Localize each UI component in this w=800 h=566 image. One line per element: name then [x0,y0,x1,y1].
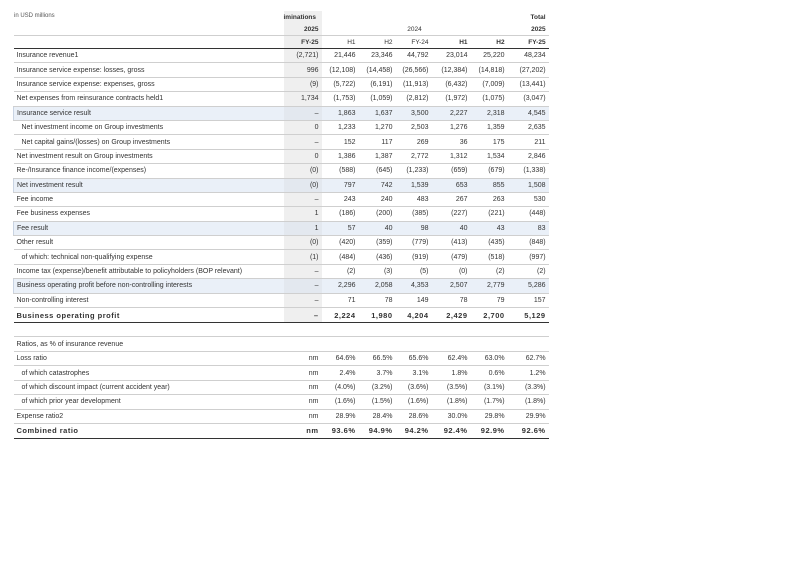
column-header: H2 [496,38,505,46]
cell-value: 4,204 [396,308,432,323]
cell-value: 2,503 [396,120,432,134]
cell-value: (3.1%) [471,380,508,394]
cell-value: 1,312 [432,149,471,163]
table-row [14,366,549,380]
cell-value: nm [284,380,322,394]
cell-value: (2) [322,264,359,278]
cell-value: 1,539 [396,178,432,192]
cell-value: 5,286 [508,279,549,293]
cell-value: (484) [322,250,359,264]
cell-value: 93.6% [322,423,359,438]
table-row [14,192,549,206]
cell-value: (1.8%) [508,395,549,409]
table-row [14,63,549,77]
cell-value: nm [284,352,322,366]
cell-value: 92.9% [471,423,508,438]
cell-value: 48,234 [508,49,549,63]
table-row [14,308,549,323]
cell-value: 263 [471,192,508,206]
cell-value: nm [284,423,322,438]
cell-value: (997) [508,250,549,264]
cell-value: 2,429 [432,308,471,323]
cell-value: 243 [322,192,359,206]
cell-value: 530 [508,192,549,206]
cell-value: 44,792 [396,49,432,63]
table-row [14,264,549,278]
cell-value: 40 [359,221,396,235]
cell-value: 92.6% [508,423,549,438]
cell-value: (588) [322,164,359,178]
cell-value: 29.9% [508,409,549,423]
row-label: Insurance service result [14,106,284,120]
cell-value: 267 [432,192,471,206]
cell-value: 71 [322,293,359,307]
cell-value: 92.4% [432,423,471,438]
cell-value: – [284,135,322,149]
row-label: Fee business expenses [14,207,284,221]
cell-value: 0 [284,149,322,163]
cell-value: 2,227 [432,106,471,120]
cell-value: (1,233) [396,164,432,178]
cell-value: – [284,192,322,206]
cell-value: 1,387 [359,149,396,163]
cell-value: 2,296 [322,279,359,293]
row-label: Net expenses from reinsurance contracts held1 [14,92,284,106]
cell-value: 996 [284,63,322,77]
cell-value: 63.0% [471,352,508,366]
column-header: FY-25 [284,36,322,49]
table-row [14,164,549,178]
cell-value: 211 [508,135,549,149]
table-row [14,352,549,366]
cell-value: 2,224 [322,308,359,323]
table-row [14,293,549,307]
cell-value: 21,446 [322,49,359,63]
cell-value: 0 [284,120,322,134]
cell-value: 2,700 [471,308,508,323]
cell-value: 2.4% [322,366,359,380]
cell-value: (779) [396,236,432,250]
cell-value: (186) [322,207,359,221]
table-row [14,207,549,221]
cell-value: (2) [471,264,508,278]
cell-value: (479) [432,250,471,264]
header-row-3 [14,36,549,49]
cell-value: (3.2%) [359,380,396,394]
cell-value: 66.5% [359,352,396,366]
cell-value: (1.7%) [471,395,508,409]
cell-value: (4.0%) [322,380,359,394]
row-label: of which: technical non-qualifying expense [14,250,284,264]
column-header: H1 [347,38,356,46]
cell-value: (14,818) [471,63,508,77]
cell-value: 2,779 [471,279,508,293]
cell-value: nm [284,409,322,423]
header-row-2 [14,23,549,36]
row-label: Expense ratio2 [14,409,284,423]
year-2024-header: 2024 [407,25,422,33]
row-label: Income tax (expense)/benefit attributable to policyholders (BOP relevant) [14,264,284,278]
table-row [14,236,549,250]
cell-value: (1,075) [471,92,508,106]
cell-value: (12,108) [322,63,359,77]
cell-value: 175 [471,135,508,149]
ratios-title: Ratios, as % of insurance revenue [14,337,549,352]
cell-value: (359) [359,236,396,250]
row-label: Fee income [14,192,284,206]
table-row [14,92,549,106]
cell-value: (436) [359,250,396,264]
cell-value: 28.4% [359,409,396,423]
table-row [14,178,549,192]
row-label: Non-controlling interest [14,293,284,307]
cell-value: (11,913) [396,77,432,91]
cell-value: 5,129 [508,308,549,323]
cell-value: 23,346 [359,49,396,63]
table-row [14,380,549,394]
cell-value: (5,722) [322,77,359,91]
table-row [14,409,549,423]
row-label: of which prior year development [14,395,284,409]
table-row [14,279,549,293]
cell-value: 3,500 [396,106,432,120]
cell-value: (1.5%) [359,395,396,409]
cell-value: (221) [471,207,508,221]
cell-value: 240 [359,192,396,206]
cell-value: (27,202) [508,63,549,77]
cell-value: 2,507 [432,279,471,293]
cell-value: – [284,264,322,278]
cell-value: (659) [432,164,471,178]
row-label: Other result [14,236,284,250]
cell-value: (2,721) [284,49,322,63]
cell-value: (518) [471,250,508,264]
cell-value: 2,318 [471,106,508,120]
cell-value: 2,058 [359,279,396,293]
table-row [14,423,549,438]
cell-value: 2,772 [396,149,432,163]
cell-value: 94.9% [359,423,396,438]
ratios-section-row [14,337,549,352]
cell-value: 57 [322,221,359,235]
cell-value: 483 [396,192,432,206]
cell-value: 1,863 [322,106,359,120]
cell-value: 98 [396,221,432,235]
cell-value: 1,637 [359,106,396,120]
cell-value: 3.1% [396,366,432,380]
row-label: Net investment income on Group investments [14,120,284,134]
cell-value: 855 [471,178,508,192]
row-label: of which catastrophes [14,366,284,380]
eliminations-header: iminations [284,11,322,23]
cell-value: 1,734 [284,92,322,106]
cell-value: (1.6%) [322,395,359,409]
cell-value: 1,386 [322,149,359,163]
cell-value: 157 [508,293,549,307]
row-label: Loss ratio [14,352,284,366]
cell-value: (1,338) [508,164,549,178]
cell-value: (9) [284,77,322,91]
cell-value: 29.8% [471,409,508,423]
table-row [14,77,549,91]
cell-value: (13,441) [508,77,549,91]
year-2025-total-header: 2025 [531,25,546,33]
header-row-1 [14,11,549,23]
cell-value: (448) [508,207,549,221]
cell-value: 653 [432,178,471,192]
cell-value: (0) [284,178,322,192]
cell-value: 83 [508,221,549,235]
row-label: Business operating profit before non-controlling interests [14,279,284,293]
row-label: Fee result [14,221,284,235]
cell-value: (679) [471,164,508,178]
row-label: Re-/Insurance finance income/(expenses) [14,164,284,178]
year-2025-header: 2025 [284,23,322,36]
cell-value: 0.6% [471,366,508,380]
cell-value: (1) [284,250,322,264]
cell-value: 79 [471,293,508,307]
cell-value: 64.6% [322,352,359,366]
cell-value: – [284,279,322,293]
cell-value: 797 [322,178,359,192]
cell-value: (26,566) [396,63,432,77]
column-header: FY-25 [528,38,546,46]
cell-value: 1.8% [432,366,471,380]
column-header: FY-24 [411,38,429,46]
cell-value: (5) [396,264,432,278]
row-label: Net capital gains/(losses) on Group investments [14,135,284,149]
column-header: H1 [459,38,468,46]
row-label: Net investment result on Group investments [14,149,284,163]
cell-value: 742 [359,178,396,192]
cell-value: 28.6% [396,409,432,423]
table-row [14,149,549,163]
cell-value: 40 [432,221,471,235]
row-label: Insurance revenue1 [14,49,284,63]
cell-value: (385) [396,207,432,221]
cell-value: (645) [359,164,396,178]
table-row [14,395,549,409]
total-header: Total [530,13,546,21]
cell-value: 1,534 [471,149,508,163]
cell-value: (1,059) [359,92,396,106]
cell-value: nm [284,366,322,380]
cell-value: 1,233 [322,120,359,134]
cell-value: 4,545 [508,106,549,120]
cell-value: 25,220 [471,49,508,63]
cell-value: – [284,308,322,323]
cell-value: 65.6% [396,352,432,366]
cell-value: 1,270 [359,120,396,134]
table-row [14,106,549,120]
table-row [14,120,549,134]
cell-value: 1,508 [508,178,549,192]
cell-value: (3,047) [508,92,549,106]
table-row [14,250,549,264]
cell-value: (0) [284,236,322,250]
cell-value: 1 [284,207,322,221]
row-label: Net investment result [14,178,284,192]
row-label: Insurance service expense: losses, gross [14,63,284,77]
cell-value: 3.7% [359,366,396,380]
cell-value: (6,432) [432,77,471,91]
cell-value: 62.4% [432,352,471,366]
cell-value: (0) [432,264,471,278]
financial-table [13,11,549,439]
cell-value: 269 [396,135,432,149]
cell-value: (3.5%) [432,380,471,394]
cell-value: (7,009) [471,77,508,91]
cell-value: (413) [432,236,471,250]
cell-value: (12,384) [432,63,471,77]
cell-value: nm [284,395,322,409]
cell-value: 1,980 [359,308,396,323]
cell-value: (848) [508,236,549,250]
cell-value: 117 [359,135,396,149]
row-label: Business operating profit [14,308,284,323]
cell-value: 152 [322,135,359,149]
cell-value: (1.8%) [432,395,471,409]
cell-value: 1,276 [432,120,471,134]
row-label: Combined ratio [14,423,284,438]
cell-value: (1.6%) [396,395,432,409]
column-header: H2 [384,38,393,46]
cell-value: (14,458) [359,63,396,77]
cell-value: 2,846 [508,149,549,163]
table-row [14,221,549,235]
cell-value: (0) [284,164,322,178]
cell-value: (6,191) [359,77,396,91]
cell-value: 62.7% [508,352,549,366]
cell-value: 36 [432,135,471,149]
cell-value: 1 [284,221,322,235]
cell-value: (200) [359,207,396,221]
cell-value: 78 [359,293,396,307]
cell-value: 30.0% [432,409,471,423]
cell-value: (2) [508,264,549,278]
cell-value: (2,812) [396,92,432,106]
row-label: of which discount impact (current accident year) [14,380,284,394]
cell-value: 4,353 [396,279,432,293]
units-label: in USD millions [14,13,55,19]
cell-value: (919) [396,250,432,264]
cell-value: 28.9% [322,409,359,423]
cell-value: (227) [432,207,471,221]
cell-value: 149 [396,293,432,307]
cell-value: 78 [432,293,471,307]
cell-value: 1.2% [508,366,549,380]
cell-value: (420) [322,236,359,250]
cell-value: 23,014 [432,49,471,63]
cell-value: (1,753) [322,92,359,106]
cell-value: – [284,293,322,307]
cell-value: (1,972) [432,92,471,106]
cell-value: (435) [471,236,508,250]
cell-value: 43 [471,221,508,235]
cell-value: (3) [359,264,396,278]
cell-value: – [284,106,322,120]
cell-value: 94.2% [396,423,432,438]
table-row [14,49,549,63]
row-label: Insurance service expense: expenses, gross [14,77,284,91]
cell-value: 1,359 [471,120,508,134]
table-row [14,135,549,149]
cell-value: (3.6%) [396,380,432,394]
cell-value: (3.3%) [508,380,549,394]
cell-value: 2,635 [508,120,549,134]
